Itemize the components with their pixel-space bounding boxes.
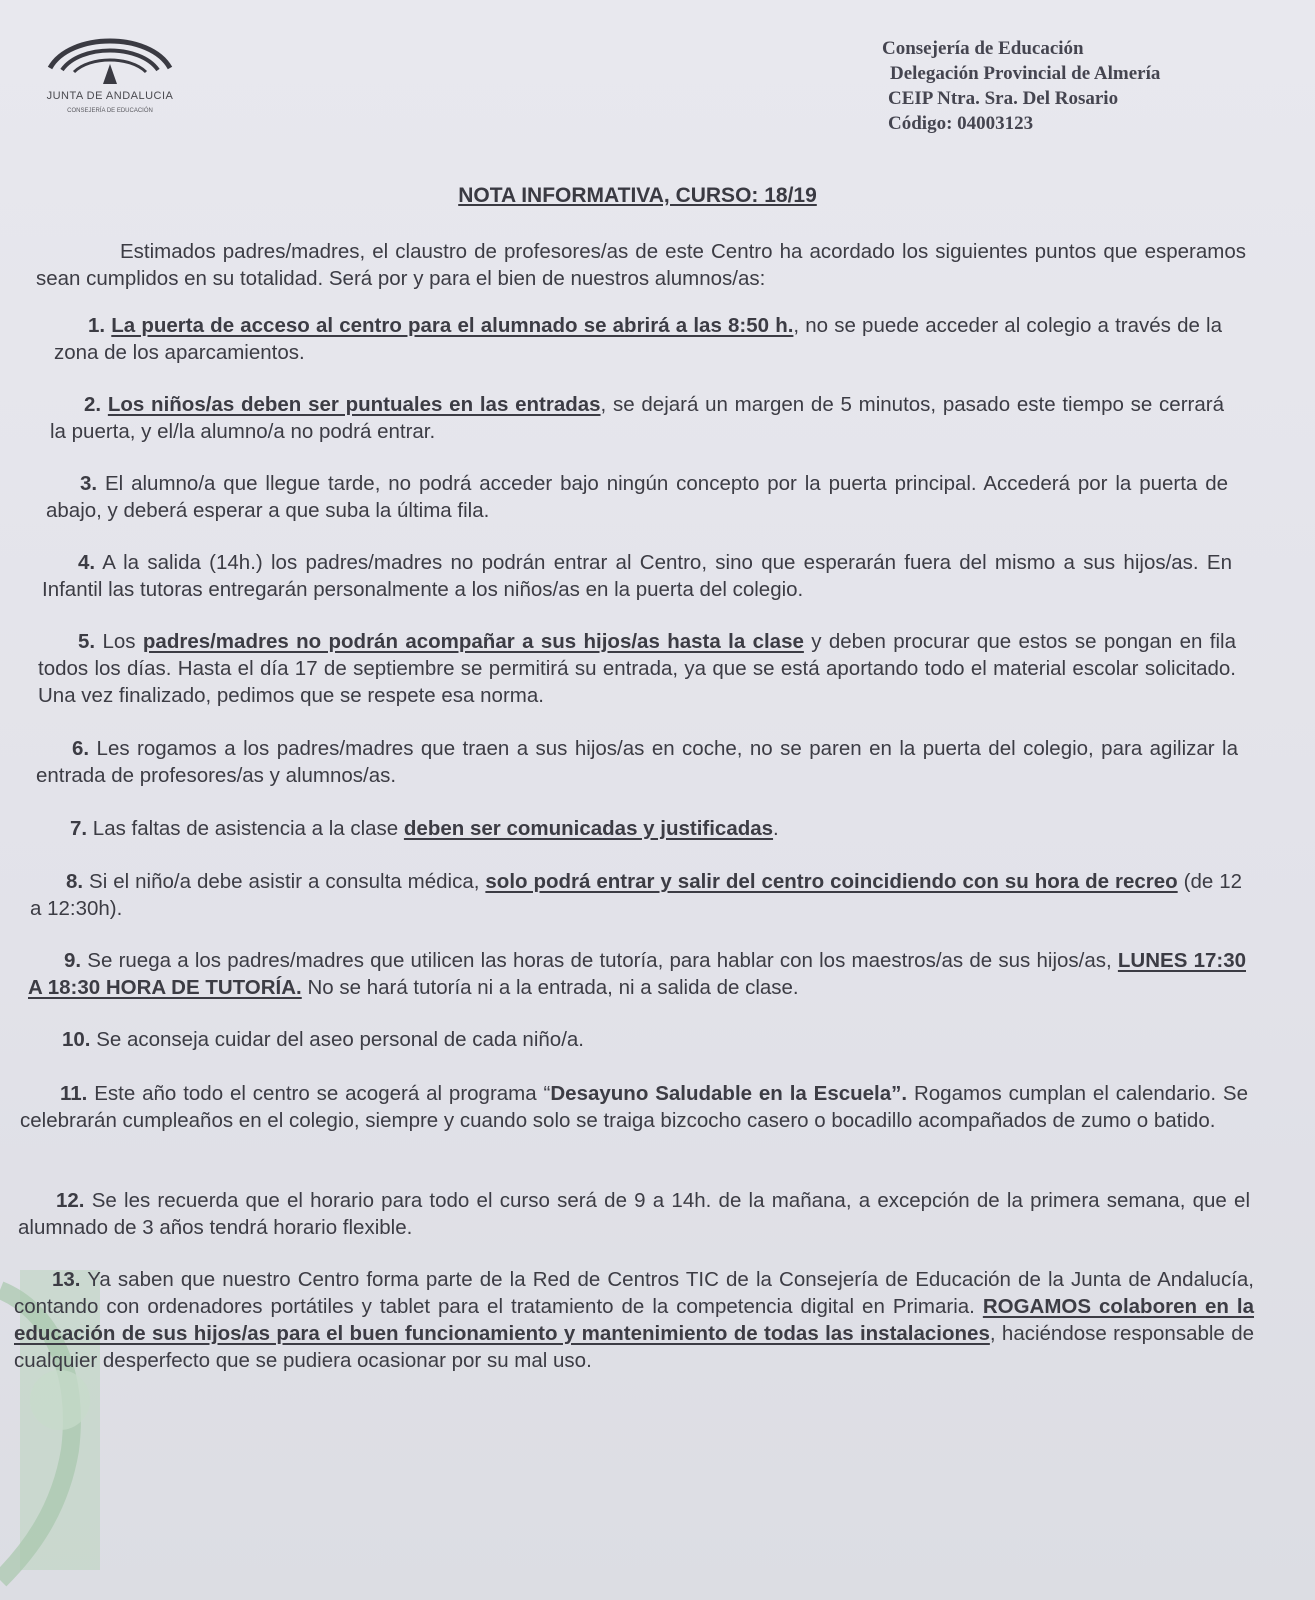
rule-text: Los bbox=[95, 630, 143, 653]
document-title: NOTA INFORMATIVA, CURSO: 18/19 bbox=[458, 184, 817, 207]
rule-number: 5. bbox=[78, 630, 96, 653]
rule-emphasis: La puerta de acceso al centro para el alumnado se abrirá a las 8:50 h. bbox=[111, 314, 794, 337]
rule-item-8 bbox=[30, 868, 1242, 922]
rule-item-9 bbox=[28, 947, 1246, 1001]
logo-title: JUNTA DE ANDALUCIA bbox=[46, 90, 174, 102]
junta-de-andalucia-logo bbox=[40, 22, 180, 122]
rule-text: , haciéndose responsable de cualquier desperfecto que se pudiera ocasionar por su mal uso. bbox=[14, 1322, 1254, 1372]
rule-text: y deben procurar que estos se pongan en fila todos los días. Hasta el día 17 de septiembre se permitirá su entrada, ya que se está aportando todo el material escolar solicitado. Una vez finalizado, pedimos que se respete esa norma. bbox=[38, 630, 1236, 707]
rule-text: Rogamos cumplan el calendario. Se celebrarán cumpleaños en el colegio, siempre y cuando solo se traiga bizcocho casero o bocadillo acompañados de zumo o batido. bbox=[20, 1082, 1248, 1132]
rule-item-4 bbox=[42, 549, 1232, 603]
junta-arch-icon bbox=[40, 22, 180, 88]
logo-subtitle: CONSEJERÍA DE EDUCACIÓN bbox=[67, 108, 153, 114]
rule-item-2 bbox=[50, 391, 1224, 445]
rule-emphasis: ROGAMOS colaboren en la educación de sus hijos/as para el buen funcionamiento y mantenimiento de todas las instalaciones bbox=[14, 1295, 1254, 1345]
rule-text: Se ruega a los padres/madres que utilicen las horas de tutoría, para hablar con los maestros/as de sus hijos/as, bbox=[81, 949, 1118, 972]
header-codigo: Código: 04003123 bbox=[888, 113, 1034, 134]
rule-text: , se dejará un margen de 5 minutos, pasado este tiempo se cerrará la puerta, y el/la alumno/a no podrá entrar. bbox=[50, 393, 1224, 443]
rule-item-1 bbox=[54, 312, 1222, 366]
rule-item-3 bbox=[46, 470, 1228, 524]
header-ceip: CEIP Ntra. Sra. Del Rosario bbox=[888, 88, 1119, 109]
rule-number: 11. bbox=[60, 1082, 88, 1105]
rule-item-6 bbox=[36, 735, 1238, 789]
rule-text: (de 12 a 12:30h). bbox=[30, 870, 1243, 920]
rule-emphasis: padres/madres no podrán acompañar a sus hijos/as hasta la clase bbox=[142, 630, 804, 653]
rule-item-13 bbox=[14, 1266, 1254, 1374]
rule-emphasis: Desayuno Saludable en la Escuela”. bbox=[550, 1082, 908, 1105]
rule-number: 4. bbox=[78, 551, 96, 574]
rule-emphasis: LUNES 17:30 A 18:30 HORA DE TUTORÍA. bbox=[28, 949, 1246, 999]
rule-item-12 bbox=[18, 1187, 1250, 1241]
intro-line2: que esperamos sean cumplidos en su totalidad. Será por y para el bien de nuestros alumnos/as: bbox=[36, 240, 1246, 290]
rule-text: El alumno/a que llegue tarde, no podrá acceder bajo ningún concepto por la puerta principal. Accederá por la puerta de abajo, y deberá esperar a que suba la última fila. bbox=[46, 472, 1228, 522]
rule-number: 8. bbox=[66, 870, 84, 893]
rule-number: 7. bbox=[70, 817, 88, 840]
rule-item-7 bbox=[34, 815, 1234, 842]
header-delegacion: Delegación Provincial de Almería bbox=[890, 63, 1161, 84]
rule-text: Se les recuerda que el horario para todo el curso será de 9 a 14h. de la mañana, a excepción de la primera semana, que el alumnado de 3 años tendrá horario flexible. bbox=[18, 1189, 1250, 1239]
rule-emphasis: Los niños/as deben ser puntuales en las entradas bbox=[107, 393, 601, 416]
rule-number: 1. bbox=[88, 314, 106, 337]
rule-number: 10. bbox=[62, 1028, 91, 1051]
rule-text: , no se puede acceder al colegio a través de la zona de los aparcamientos. bbox=[54, 314, 1222, 364]
rule-text: Este año todo el centro se acogerá al programa “ bbox=[87, 1082, 551, 1105]
rule-item-5 bbox=[38, 628, 1236, 709]
rule-text: Se aconseja cuidar del aseo personal de cada niño/a. bbox=[90, 1028, 584, 1051]
header-consejeria: Consejería de Educación bbox=[882, 38, 1084, 59]
rule-emphasis: deben ser comunicadas y justificadas bbox=[403, 817, 774, 840]
rule-text: Les rogamos a los padres/madres que traen a sus hijos/as en coche, no se paren en la puerta del colegio, para agilizar la entrada de profesores/as y alumnos/as. bbox=[36, 737, 1238, 787]
rule-text: . bbox=[773, 817, 779, 840]
rule-text: No se hará tutoría ni a la entrada, ni a salida de clase. bbox=[301, 976, 799, 999]
rule-item-11 bbox=[20, 1080, 1248, 1134]
rule-text: Las faltas de asistencia a la clase bbox=[87, 817, 404, 840]
intro-paragraph bbox=[36, 238, 1246, 292]
rule-number: 3. bbox=[80, 472, 98, 495]
rule-emphasis: solo podrá entrar y salir del centro coincidiendo con su hora de recreo bbox=[485, 870, 1178, 893]
rule-number: 9. bbox=[64, 949, 82, 972]
rule-text: Ya saben que nuestro Centro forma parte de la Red de Centros TIC de la Consejería de Educación de la Junta de Andalucía, contando con ordenadores portátiles y tablet para el tratamiento de la competencia digital en Primaria. bbox=[14, 1268, 1254, 1318]
rule-number: 2. bbox=[84, 393, 102, 416]
institution-header bbox=[882, 36, 1302, 136]
rule-text: A la salida (14h.) los padres/madres no podrán entrar al Centro, sino que esperarán fuera del mismo a sus hijos/as. En Infantil las tutoras entregarán personalmente a los niños/as en la puerta del colegio. bbox=[42, 551, 1232, 601]
rule-item-10 bbox=[24, 1026, 1244, 1053]
rule-text: Si el niño/a debe asistir a consulta médica, bbox=[83, 870, 486, 893]
rule-number: 6. bbox=[72, 737, 90, 760]
rule-number: 12. bbox=[56, 1189, 85, 1212]
intro-line1: Estimados padres/madres, el claustro de profesores/as de este Centro ha acordado los siguientes puntos bbox=[120, 240, 1097, 263]
rule-number: 13. bbox=[52, 1268, 81, 1291]
rule-text bbox=[101, 393, 108, 416]
